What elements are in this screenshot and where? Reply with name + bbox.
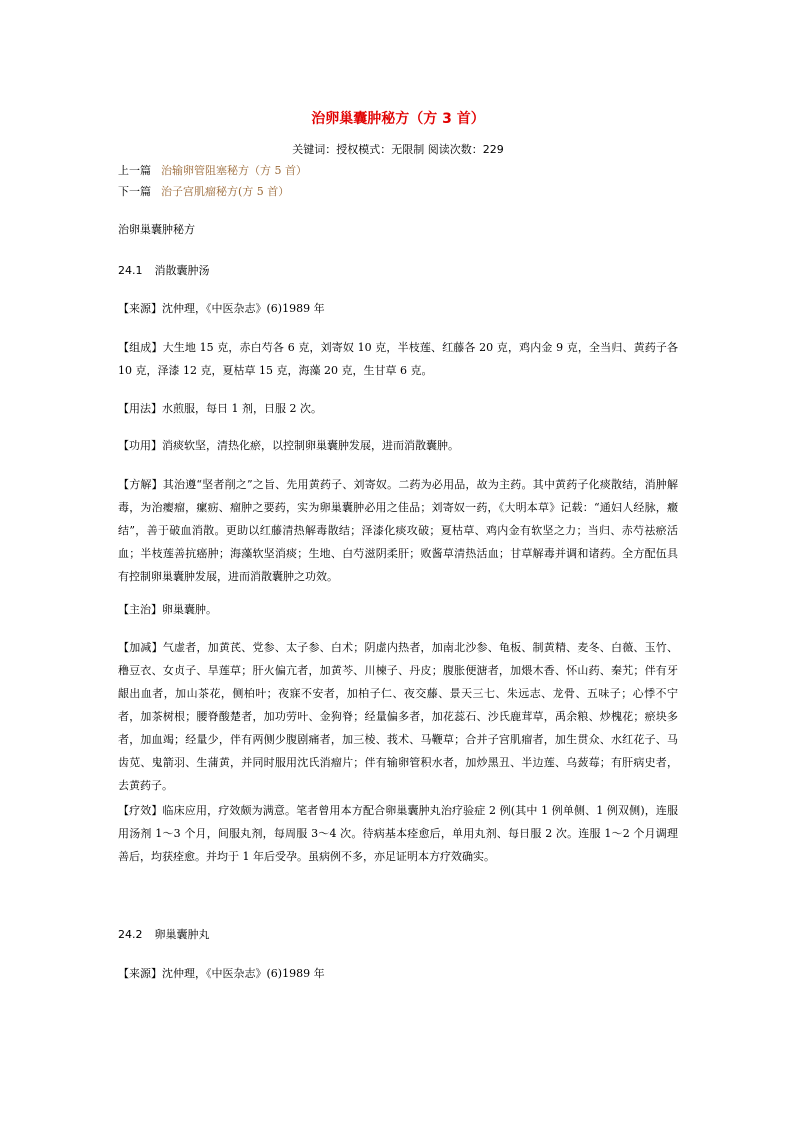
intro-heading: 治卵巢囊肿秘方 [118,223,195,236]
section-number: 24.2 [118,928,143,941]
indication-text: 卵巢囊肿。 [162,603,217,616]
explanation-paragraph [118,473,678,588]
source-tag: 【来源】 [118,302,162,315]
section-heading-24-2 [118,924,678,945]
section-name: 卵巢囊肿丸 [154,928,210,941]
composition-tag: 【组成】 [118,341,163,354]
modification-text: 气虚者，加黄芪、党参、太子参、白术；阴虚内热者，加南北沙参、龟板、制黄精、麦冬、白薇、玉竹、穞豆衣、女贞子、旱莲草；肝火偏亢者，加黄芩、川楝子、丹皮；腹胀便溏者，加煨木香、怀山药、秦艽；伴有牙龈出血者，加山茶花，侧柏叶；夜寐不安者，加柏子仁、夜交藤、景天三七、朱远志、龙骨、五味子；心悸不宁者，加茶树根；腰脊酸楚者，加功劳叶、金狗脊；经量偏多者，加花蕊石、沙氏鹿茸草，禹余粮、炒槐花；瘀块多者，加血竭；经量少，伴有两侧少腹剧痛者，加三棱、莪术、马鞭草；合并子宫肌瘤者，加生贯众、水红花子、马齿苋、鬼箭羽、生蒲黄，并同时服用沈氏消瘤片；伴有输卵管积水者，加炒黑丑、半边莲、乌蔹莓；有肝病史者，去黄药子。 [118,641,679,792]
source-text: 沈仲理，《中医杂志》(6)1989 年 [162,967,325,980]
usage-text: 水煎服，每日 1 剂，日服 2 次。 [162,402,322,415]
usage-paragraph [118,397,678,420]
prev-article-link[interactable]: 治输卵管阻塞秘方（方 5 首） [161,164,307,177]
next-article-nav [118,183,289,199]
effect-text: 消痰软坚，清热化瘀，以控制卵巢囊肿发展，进而消散囊肿。 [162,439,459,452]
explanation-text: 其治遵“坚者削之”之旨、先用黄药子、刘寄奴。二药为必用品，故为主药。其中黄药子化痰散结，消肿解毒，为治瘿瘤，瘰疬、瘤肿之要药，实为卵巢囊肿必用之佳品；刘寄奴一药，《大明本草》记载：“通妇人经脉，癥结”，善于破血消散。更助以红藤清热解毒散结；泽漆化痰攻破；夏枯草、鸡内金有软坚之力；当归、赤芍祛瘀活血；半枝莲善抗癌肿；海藻软坚消痰；生地、白芍滋阴柔肝；败酱草清热活血；甘草解毒并调和诸药。全方配伍具有控制卵巢囊肿发展，进而消散囊肿之功效。 [118,478,678,583]
section-heading-24-1 [118,260,678,281]
explanation-tag: 【方解】 [118,478,163,491]
source-paragraph-2 [118,962,678,985]
prev-label: 上一篇 [118,164,151,177]
result-tag: 【疗效】 [118,804,163,817]
modification-tag: 【加减】 [118,641,163,654]
composition-paragraph [118,336,678,382]
modification-paragraph [118,636,678,797]
page-title: 治卵巢囊肿秘方（方 3 首） [311,111,485,127]
next-label: 下一篇 [118,185,151,198]
source-tag: 【来源】 [118,967,162,980]
composition-text: 大生地 15 克，赤白芍各 6 克，刘寄奴 10 克，半枝莲、红藤各 20 克，鸡内金 9 克，全当归、黄药子各 10 克，泽漆 12 克，夏枯草 15 克，海藻 20 克，生甘草 6 克。 [118,341,679,377]
next-article-link[interactable]: 治子宫肌瘤秘方(方 5 首） [161,185,290,198]
indication-tag: 【主治】 [118,603,162,616]
effect-tag: 【功用】 [118,439,162,452]
effect-paragraph [118,434,678,457]
source-text: 沈仲理，《中医杂志》(6)1989 年 [162,302,325,315]
usage-tag: 【用法】 [118,402,162,415]
article-meta: 关键词：授权模式：无限制 阅读次数：229 [292,143,504,156]
indication-paragraph [118,598,678,621]
prev-article-nav [118,162,307,178]
section-number: 24.1 [118,264,143,277]
section-name: 消散囊肿汤 [154,264,210,277]
result-paragraph [118,799,678,868]
source-paragraph [118,297,678,320]
result-text: 临床应用，疗效颇为满意。笔者曾用本方配合卵巢囊肿丸治疗验症 2 例(其中 1 例单侧、1 例双侧)，连服用汤剂 1～3 个月，间服丸剂，每周服 3～4 次。待病基本痊愈后，单用丸剂、每日服 2 次。连服 1～2 个月调理善后，均获痊愈。并均于 1 年后受孕。虽病例不多，亦足证明本方疗效确实。 [118,804,679,863]
